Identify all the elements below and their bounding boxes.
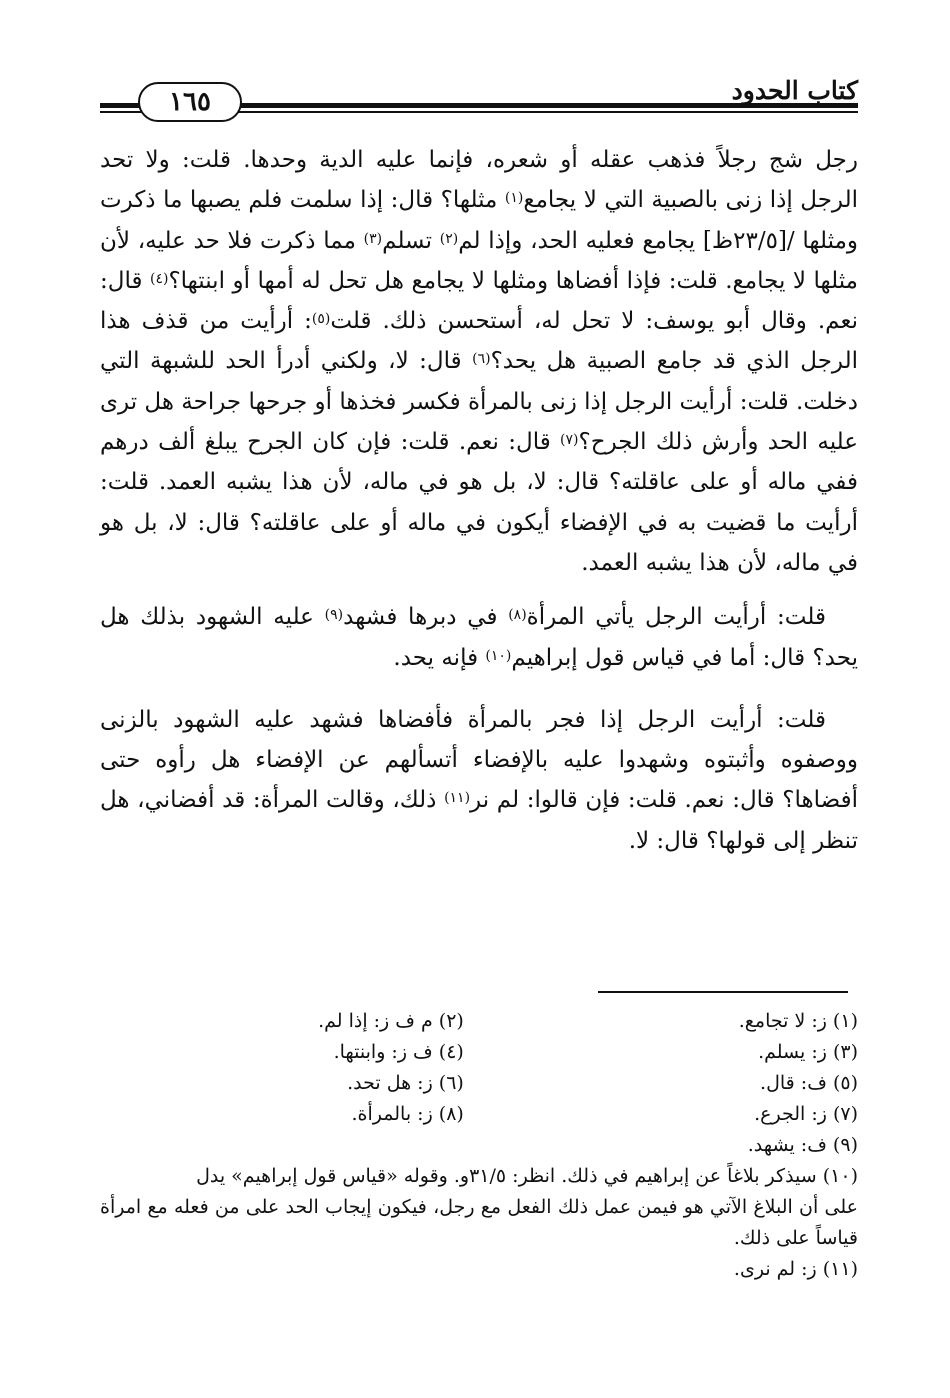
text-run: تسلم xyxy=(382,227,440,254)
footnote-1: (١) ز: لا تجامع. xyxy=(738,1010,858,1032)
footnote-ref[interactable]: (٩) xyxy=(324,607,344,624)
text-run: فإنه يحد. xyxy=(393,644,486,671)
page-header xyxy=(100,72,858,128)
footnote-9: (٩) ف: يشهد. xyxy=(747,1134,858,1156)
footnote-ref[interactable]: (٤) xyxy=(150,270,169,287)
text-run: ذلك، وقالت المرأة: قد أفضاني، هل تنظر إلى قولها؟ قال: لا. xyxy=(100,787,858,854)
paragraph-1 xyxy=(100,140,858,583)
text-run: مما ذكرت فلا حد عليه، لأن مثلها لا يجامع. قلت: فإذا أفضاها ومثلها لا يجامع هل تحل له أمها أو ابنتها؟ xyxy=(100,227,858,294)
footnote-ref[interactable]: (٦) xyxy=(472,351,491,368)
main-text xyxy=(100,140,858,861)
text-run: مثلها؟ قال: إذا سلمت فلم يصبها ما ذكرت ومثلها /[٢٣/٥ظ] يجامع فعليه الحد، وإذا لم xyxy=(100,187,859,254)
footnote-ref[interactable]: (٧) xyxy=(560,432,579,449)
footnote-10-continuation: على أن البلاغ الآتي هو فيمن عمل ذلك الفعل مع رجل، فيكون إيجاب الحد على من فعله مع امرأة قياساً على ذلك. xyxy=(100,1196,858,1249)
footnote-6: (٦) ز: هل تحد. xyxy=(347,1072,464,1094)
footnote-row xyxy=(100,1037,858,1068)
paragraph-3 xyxy=(100,700,858,861)
text-run: قال: نعم. قلت: فإن كان الجرح يبلغ ألف درهم ففي ماله أو على عاقلته؟ قال: لا، بل هو في ماله، لأن هذا يشبه العمد. قلت: أرأيت ما قضيت به في الإفضاء أيكون في ماله أو على عاقلته؟ قال: لا، بل هو في ماله، لأن هذا يشبه العمد. xyxy=(100,429,858,576)
footnote-ref[interactable]: (١١) xyxy=(444,790,471,807)
text-run: رجل شج رجلاً فذهب عقله أو شعره، فإنما عليه الدية وحدها. قلت: ولا تحد الرجل إذا زنى بالصبية التي لا يجامع xyxy=(100,147,859,214)
footnote-ref[interactable]: (٣) xyxy=(363,230,383,247)
footnote-4: (٤) ف ز: وابنتها. xyxy=(333,1041,464,1063)
footnote-ref[interactable]: (٢) xyxy=(439,230,459,247)
text-run: عليه الشهود بذلك هل يحد؟ قال: أما في قياس قول إبراهيم xyxy=(100,604,858,671)
text-run: في دبرها فشهد xyxy=(343,604,509,631)
book-title: كتاب الحدود xyxy=(731,76,858,105)
footnote-ref[interactable]: (١) xyxy=(504,190,524,207)
footnote-3: (٣) ز: يسلم. xyxy=(758,1041,858,1063)
footnotes xyxy=(100,1006,858,1285)
text-run: قلت: أرأيت الرجل يأتي المرأة xyxy=(526,604,826,631)
footnote-11: (١١) ز: لم نرى. xyxy=(733,1258,858,1280)
footnote-10-line-1: (١٠) سيذكر بلاغاً عن إبراهيم في ذلك. انظر: ٣١/٥و. وقوله «قياس قول إبراهيم» يدل xyxy=(196,1165,858,1187)
footnote-5: (٥) ف: قال. xyxy=(760,1072,858,1094)
text-run: قلت: أرأيت الرجل إذا فجر بالمرأة فأفضاها فشهد عليه الشهود بالزنى ووصفوه وأثبتوه وشهدوا عليه بالإفضاء أتسألهم عن الإفضاء هل رأوه حتى أفضاها؟ قال: نعم. قلت: فإن قالوا: لم نر xyxy=(100,706,858,814)
footnote-2: (٢) م ف ز: إذا لم. xyxy=(318,1010,464,1032)
text-run: قال: نعم. وقال أبو يوسف: لا تحل له، أستحسن ذلك. قلت xyxy=(100,267,858,335)
footnote-row xyxy=(100,1068,858,1099)
footnote-ref[interactable]: (٨) xyxy=(508,607,527,624)
footnote-8: (٨) ز: بالمرأة. xyxy=(351,1103,464,1125)
footnote-ref[interactable]: (٥) xyxy=(311,311,331,328)
paragraph-2 xyxy=(100,597,858,678)
footnote-row xyxy=(100,1099,858,1130)
text-run: : أرأيت من قذف هذا الرجل الذي قد جامع الصبية هل يحد؟ xyxy=(100,308,858,375)
page-number: ١٦٥ xyxy=(138,82,242,122)
footnote-separator xyxy=(598,991,848,993)
footnote-ref[interactable]: (١٠) xyxy=(485,647,512,664)
text-run: قال: لا، ولكني أدرأ الحد للشبهة التي دخلت. قلت: أرأيت الرجل إذا زنى بالمرأة فكسر فخذها أو جرحها جراحة هل ترى عليه الحد وأرش ذلك الجرح؟ xyxy=(100,348,858,456)
footnote-7: (٧) ز: الجرع. xyxy=(754,1103,858,1125)
footnote-row xyxy=(100,1006,858,1037)
